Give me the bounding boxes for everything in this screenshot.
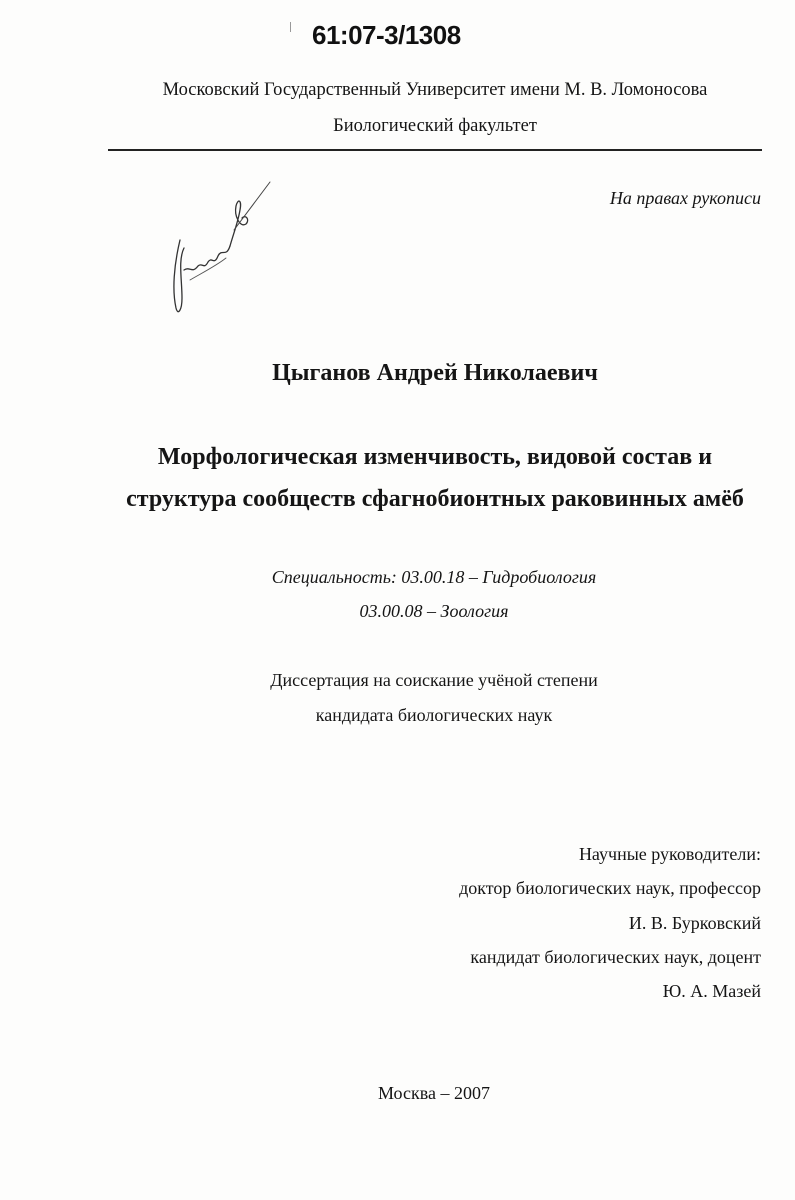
faculty-name: Биологический факультет	[333, 116, 537, 136]
header-divider	[108, 149, 762, 151]
dissertation-title-line-2: структура сообществ сфагнобионтных раковинных амёб	[126, 486, 744, 512]
scan-mark	[290, 22, 291, 32]
city-year: Москва – 2007	[378, 1083, 490, 1103]
degree-line-1: Диссертация на соискание учёной степени	[270, 670, 598, 690]
manuscript-rights-note: На правах рукописи	[609, 188, 761, 208]
advisors-heading: Научные руководители:	[578, 844, 761, 864]
dissertation-title-line-1: Морфологическая изменчивость, видовой состав и	[157, 444, 713, 470]
advisor-2-title: кандидат биологических наук, доцент	[470, 947, 761, 967]
archive-code: 61:07-3/1308	[312, 20, 461, 50]
advisor-1-title: доктор биологических наук, профессор	[459, 878, 761, 898]
specialty-line-2: 03.00.08 – Зоология	[359, 601, 509, 621]
specialty-line-1: Специальность: 03.00.18 – Гидробиология	[271, 567, 597, 587]
degree-line-2: кандидата биологических наук	[315, 705, 553, 725]
advisor-2-name: Ю. А. Мазей	[662, 981, 761, 1001]
handwritten-signature	[160, 170, 280, 320]
university-name: Московский Государственный Университет имени М. В. Ломоносова	[162, 80, 708, 100]
author-name: Цыганов Андрей Николаевич	[272, 360, 598, 386]
advisor-1-name: И. В. Бурковский	[628, 913, 761, 933]
